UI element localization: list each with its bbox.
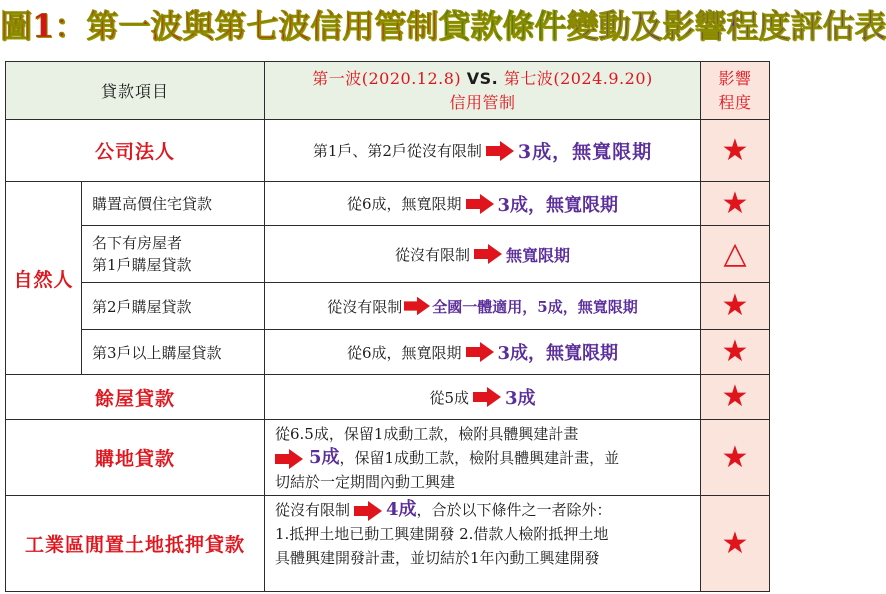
arrow-right-icon <box>466 342 494 362</box>
header-vs: VS. <box>466 68 499 88</box>
row-change-corporate <box>265 120 701 182</box>
header-comparison-line1 <box>312 67 653 91</box>
leftover-before: 從5成 <box>429 388 469 407</box>
row-label-first-home <box>82 226 265 283</box>
header-impact-line2: 程度 <box>718 92 752 112</box>
header-loan-item: 貸款項目 <box>6 62 265 120</box>
industrial-line2: 1.抵押土地已動工興建開發 2.借款人檢附抵押土地 <box>275 525 609 543</box>
impact-corporate <box>701 120 770 182</box>
star-icon: ★ <box>721 334 749 369</box>
header-wave1: 第一波(2020.12.8) <box>312 68 462 88</box>
row-change-third-home <box>265 330 701 375</box>
leftover-after: 3成 <box>505 388 536 409</box>
row-label-natural-person: 自然人 <box>6 182 82 375</box>
impact-first-home <box>701 226 770 283</box>
impact-land <box>701 420 770 496</box>
luxury-after: 3成，無寬限期 <box>497 194 619 216</box>
row-change-industrial <box>265 496 701 592</box>
row-label-second-home: 第2戶購屋貸款 <box>82 283 265 330</box>
row-change-first-home <box>265 226 701 283</box>
arrow-right-icon <box>275 449 303 469</box>
luxury-before: 從6成，無寬限期 <box>346 195 462 213</box>
header-impact-line1: 影響 <box>718 68 752 88</box>
land-after-rest: ，保留1成動工款，檢附具體興建計畫，並 <box>339 449 620 467</box>
row-change-luxury-home <box>265 182 701 226</box>
land-line1: 從6.5成，保留1成動工款，檢附具體興建計畫 <box>275 425 579 443</box>
arrow-right-icon <box>404 296 430 316</box>
triangle-icon: △ <box>723 236 747 271</box>
impact-leftover <box>701 375 770 420</box>
header-credit-control: 信用管制 <box>449 92 516 112</box>
star-icon: ★ <box>721 525 749 561</box>
title-part-1: 圖1：第一波與第七波 <box>0 7 311 45</box>
industrial-line1 <box>275 498 690 522</box>
star-icon: ★ <box>721 288 749 323</box>
star-icon: ★ <box>721 132 749 168</box>
star-icon: ★ <box>721 379 749 414</box>
industrial-after-big: 4成 <box>386 499 417 520</box>
first-home-label-line1: 名下有房屋者 <box>92 234 183 252</box>
row-label-luxury-home: 購置高價住宅貸款 <box>82 182 265 226</box>
row-label-third-home: 第3戶以上購屋貸款 <box>82 330 265 375</box>
row-label-leftover: 餘屋貸款 <box>6 375 265 420</box>
header-impact <box>701 62 770 120</box>
impact-third-home <box>701 330 770 375</box>
row-change-leftover <box>265 375 701 420</box>
second-home-after: 全國一體適用，5成，無寬限期 <box>432 297 638 316</box>
impact-luxury-home <box>701 182 770 226</box>
industrial-line3: 具體興建開發計畫，並切結於1年內動工興建開發 <box>275 549 600 567</box>
star-icon: ★ <box>721 185 749 221</box>
row-change-second-home <box>265 283 701 330</box>
arrow-right-icon <box>466 194 494 214</box>
first-home-after: 無寬限期 <box>506 245 571 265</box>
arrow-right-icon <box>474 244 502 264</box>
third-home-before: 從6成，無寬限期 <box>346 343 462 362</box>
arrow-right-icon <box>486 141 514 161</box>
third-home-after: 3成，無寬限期 <box>497 343 619 364</box>
header-comparison <box>265 62 701 120</box>
industrial-after-rest: ，合於以下條件之一者除外： <box>416 501 612 519</box>
star-icon: ★ <box>721 439 749 475</box>
row-label-land: 購地貸款 <box>6 420 265 496</box>
industrial-before: 從沒有限制 <box>275 501 351 519</box>
corporate-after: 3成，無寬限期 <box>517 141 653 163</box>
corporate-before: 第1戶、第2戶從沒有限制 <box>312 142 482 160</box>
arrow-right-icon <box>354 501 382 521</box>
impact-industrial <box>701 496 770 592</box>
second-home-before: 從沒有限制 <box>327 297 403 316</box>
arrow-right-icon <box>473 387 501 407</box>
first-home-before: 從沒有限制 <box>394 245 470 264</box>
land-line3: 切結於一定期間內動工興建 <box>275 473 456 491</box>
title-part-2: 信用管制 <box>310 7 439 45</box>
title-part-3: 貸款條件 <box>438 7 567 45</box>
impact-second-home <box>701 283 770 330</box>
header-wave7: 第七波(2024.9.20) <box>503 68 653 88</box>
land-line2 <box>275 446 690 470</box>
land-after-big: 5成 <box>309 447 340 468</box>
row-label-industrial: 工業區閒置土地抵押貸款 <box>6 496 265 592</box>
row-label-corporate: 公司法人 <box>6 120 265 182</box>
title-part-4: 變動及影響程度評估表 <box>566 7 886 45</box>
row-change-land <box>265 420 701 496</box>
first-home-label-line2: 第1戶購屋貸款 <box>92 256 192 274</box>
